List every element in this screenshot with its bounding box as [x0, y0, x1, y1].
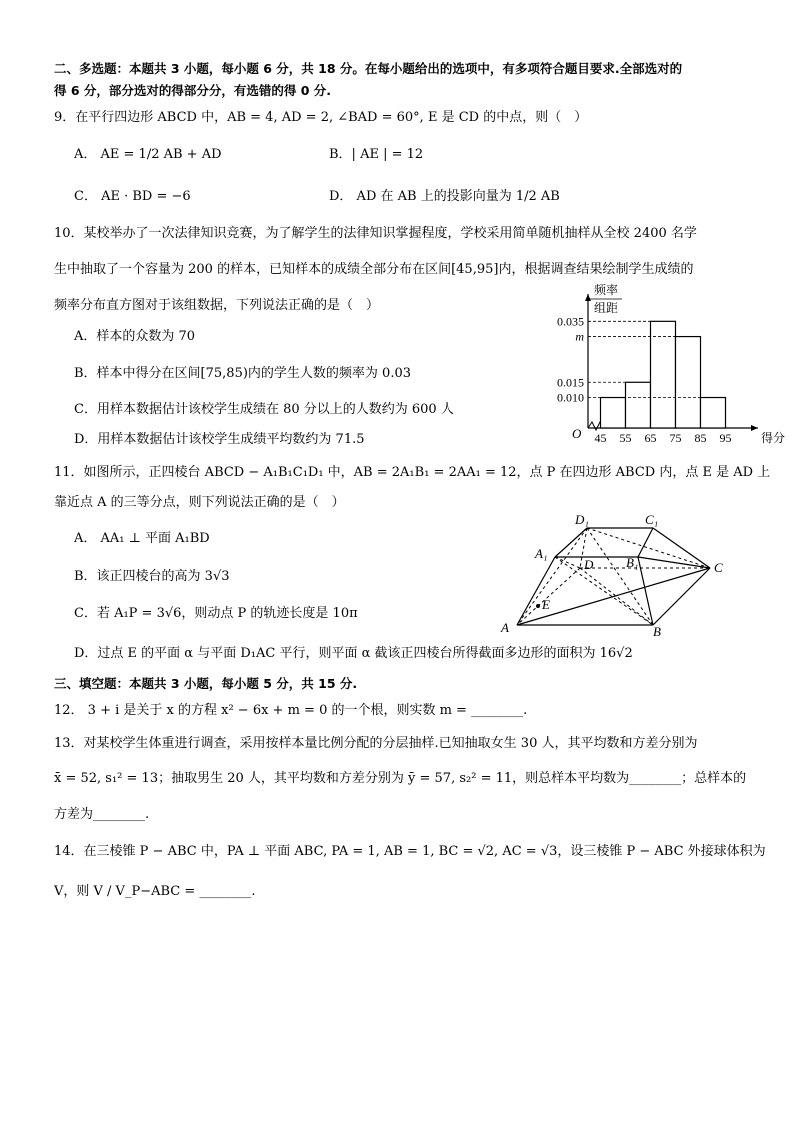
frustum-figure: [495, 510, 745, 640]
q9-stem: 9．在平行四边形 ABCD 中，AB = 4, AD = 2, ∠BAD = 60°, E 是 CD 的中点，则（ ）: [54, 110, 588, 125]
y-tick-label: m: [575, 329, 584, 344]
x-tick-label: 45: [594, 431, 607, 445]
histogram-bar: [601, 398, 626, 428]
q10-line3: 频率分布直方图对于该组数据，下列说法正确的是（ ）: [54, 298, 380, 313]
q13-line1: 13．对某校学生体重进行调查，采用按样本量比例分配的分层抽样.已知抽取女生 30 人，其平均数和方差分别为: [54, 736, 698, 751]
x-axis-arrow: [751, 425, 758, 431]
q10-option-a: A．样本的众数为 70: [74, 329, 196, 344]
label-d: D: [584, 557, 594, 572]
y-tick-label: 0.035: [557, 314, 584, 329]
frequency-histogram: [540, 280, 786, 450]
label-b: B: [653, 624, 661, 639]
histogram-bar: [651, 321, 676, 428]
q11-line2: 靠近点 A 的三等分点，则下列说法正确的是（ ）: [54, 495, 345, 510]
origin-label: O: [572, 426, 582, 441]
x-tick-label: 75: [669, 431, 682, 445]
q11-option-b: B．该正四棱台的高为 3√3: [74, 569, 230, 584]
x-axis-label: 得分: [761, 431, 786, 445]
section2-line1: 二、多选题：本题共 3 小题，每小题 6 分，共 18 分。在每小题给出的选项中，有多项符合题目要求.全部选对的: [54, 61, 683, 76]
label-c: C: [714, 560, 723, 575]
q11-option-c: C．若 A₁P = 3√6，则动点 P 的轨迹长度是 10π: [74, 606, 358, 621]
x-tick-label: 65: [644, 431, 657, 445]
label-a1: A₁: [535, 546, 548, 561]
q10-option-b: B．样本中得分在区间[75,85)内的学生人数的频率为 0.03: [74, 366, 411, 381]
section3-title: 三、填空题：本题共 3 小题，每小题 5 分，共 15 分.: [54, 676, 358, 691]
q10-option-c: C．用样本数据估计该校学生成绩在 80 分以上的人数约为 600 人: [74, 402, 454, 417]
q13-line2: x̄ = 52, s₁² = 13；抽取男生 20 人，其平均数和方差分别为 ȳ = 57, s₂² = 11，则总样本平均数为________；总样本的: [54, 771, 747, 786]
histogram-bar: [626, 382, 651, 428]
y-tick-label: 0.015: [557, 375, 584, 390]
q10-option-d: D．用样本数据估计该校学生成绩平均数约为 71.5: [74, 432, 365, 447]
q11-line1: 11．如图所示，正四棱台 ABCD − A₁B₁C₁D₁ 中，AB = 2A₁B₁ = 2AA₁ = 12，点 P 在四边形 ABCD 内，点 E 是 AD 上: [54, 465, 771, 480]
histogram-bar: [701, 398, 726, 428]
label-e: E: [542, 597, 550, 612]
q9-option-a: A． AE = 1/2 AB + AD: [74, 147, 222, 162]
x-tick-label: 95: [719, 431, 732, 445]
label-b1: B₁: [626, 555, 639, 570]
q9-option-d: D． AD 在 AB 上的投影向量为 1/2 AB: [329, 189, 560, 204]
section2-line2: 得 6 分，部分选对的得部分分，有选错的得 0 分.: [54, 83, 332, 98]
label-c1: C₁: [645, 512, 659, 527]
q12-text: 12． 3 + i 是关于 x 的方程 x² − 6x + m = 0 的一个根，则实数 m = ________.: [54, 703, 528, 718]
q10-line2: 生中抽取了一个容量为 200 的样本，已知样本的成绩全部分布在区间[45,95]内，根据调查结果绘制学生成绩的: [54, 262, 694, 277]
q9-option-c: C． AE · BD = −6: [74, 189, 191, 204]
q11-option-a: A． AA₁ ⊥ 平面 A₁BD: [74, 531, 210, 546]
x-tick-label: 55: [619, 431, 632, 445]
y-tick-label: 0.010: [557, 390, 584, 405]
label-a: A: [501, 620, 509, 635]
y-axis-arrow: [585, 294, 591, 301]
x-tick-label: 85: [694, 431, 707, 445]
y-axis-label-top: 频率: [593, 283, 619, 297]
label-d1: D₁: [575, 512, 589, 527]
q14-line1: 14．在三棱锥 P − ABC 中，PA ⊥ 平面 ABC, PA = 1, AB = 1, BC = √2, AC = √3，设三棱锥 P − ABC 外接球体积为: [54, 844, 766, 859]
q13-line3: 方差为________.: [54, 807, 150, 822]
q9-option-b: B．| AE | = 12: [329, 147, 424, 162]
y-axis-label-bottom: 组距: [593, 301, 619, 315]
histogram-bar: [676, 337, 701, 428]
q11-option-d: D．过点 E 的平面 α 与平面 D₁AC 平行，则平面 α 截该正四棱台所得截面多边形的面积为 16√2: [74, 646, 633, 661]
q10-line1: 10．某校举办了一次法律知识竞赛，为了解学生的法律知识掌握程度，学校采用简单随机抽样从全校 2400 名学: [54, 226, 697, 241]
q14-line2: V，则 V / V_P−ABC = ________.: [54, 884, 256, 899]
